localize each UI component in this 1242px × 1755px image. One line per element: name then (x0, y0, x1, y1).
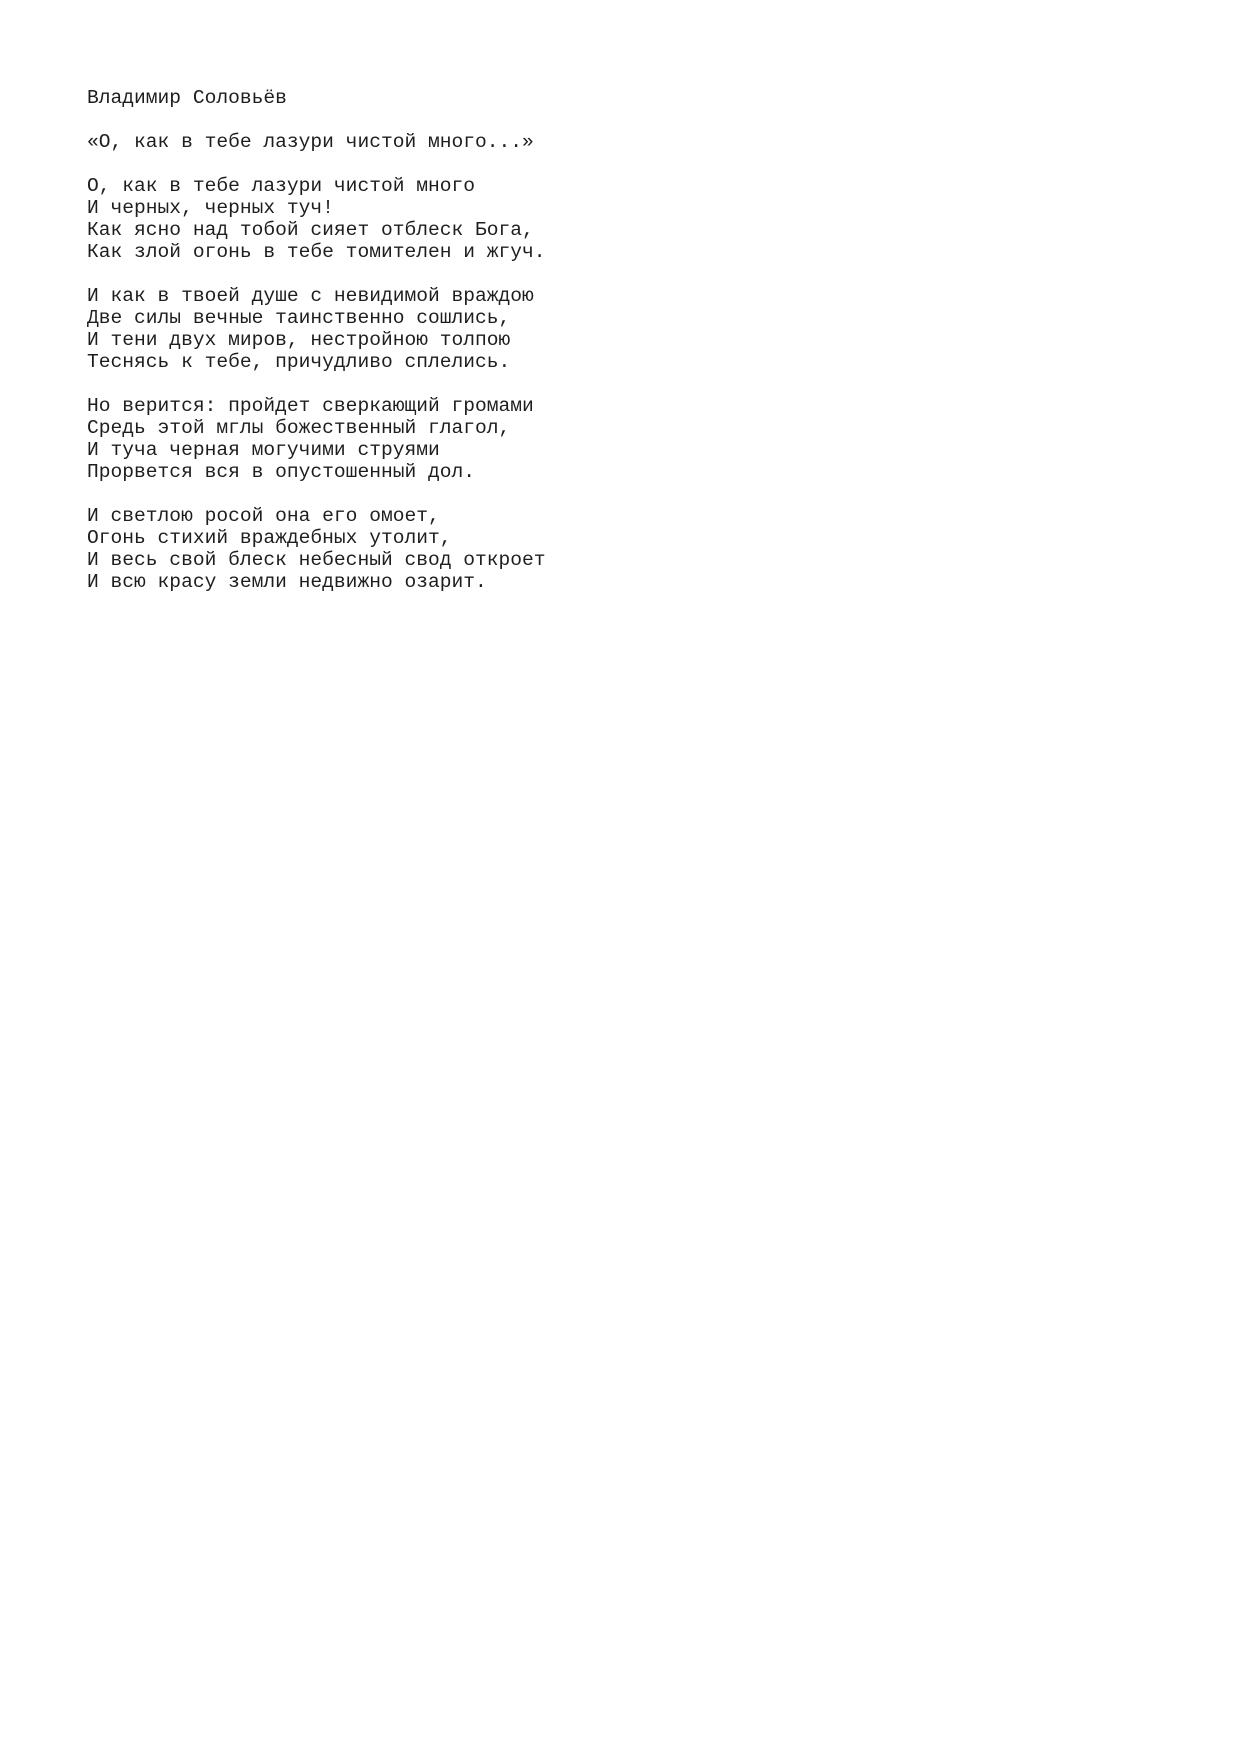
spacer (87, 153, 1187, 175)
verse-line: Прорвется вся в опустошенный дол. (87, 461, 476, 483)
stanza-1 (87, 175, 1187, 263)
stanza-4 (87, 505, 1187, 593)
verse-line: Огонь стихий враждебных утолит, (87, 527, 452, 549)
verse-line: И всю красу земли недвижно озарит. (87, 571, 487, 593)
verse-line: И тени двух миров, нестройною толпою (87, 329, 511, 351)
verse-line: И как в твоей душе с невидимой враждою (87, 285, 534, 307)
poem-title: «О, как в тебе лазури чистой много...» (87, 131, 534, 153)
verse-line: О, как в тебе лазури чистой много (87, 175, 476, 197)
verse-line: Средь этой мглы божественный глагол, (87, 417, 511, 439)
spacer (87, 263, 1187, 285)
verse-line: И весь свой блеск небесный свод откроет (87, 549, 546, 571)
verse-line: И светлою росой она его омоет, (87, 505, 440, 527)
spacer (87, 373, 1187, 395)
verse-line: Как злой огонь в тебе томителен и жгуч. (87, 241, 546, 263)
verse-line: И туча черная могучими струями (87, 439, 440, 461)
spacer (87, 483, 1187, 505)
verse-line: Но верится: пройдет сверкающий громами (87, 395, 534, 417)
author-name: Владимир Соловьёв (87, 87, 287, 109)
spacer (87, 109, 1187, 131)
verse-line: И черных, черных туч! (87, 197, 334, 219)
stanza-2 (87, 285, 1187, 373)
verse-line: Две силы вечные таинственно сошлись, (87, 307, 511, 329)
poem-text (87, 87, 1187, 593)
verse-line: Как ясно над тобой сияет отблеск Бога, (87, 219, 534, 241)
stanza-3 (87, 395, 1187, 483)
verse-line: Теснясь к тебе, причудливо сплелись. (87, 351, 511, 373)
